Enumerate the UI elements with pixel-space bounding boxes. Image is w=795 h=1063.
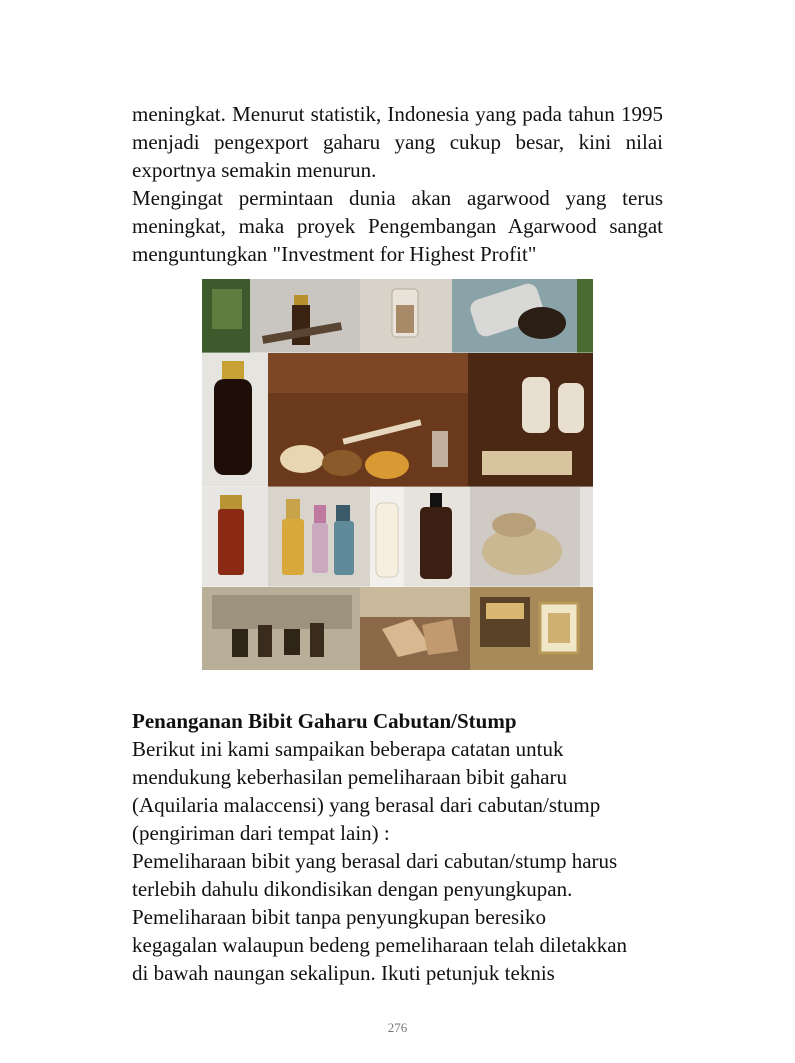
paragraph-export-statistics: meningkat. Menurut statistik, Indonesia yang pada tahun 1995 menjadi pengexport gaharu yang cukup besar, kini nilai exportnya semakin menurun. bbox=[132, 102, 663, 182]
page-number: 276 bbox=[387, 1020, 408, 1035]
body-line: (pengiriman dari tempat lain) : bbox=[132, 821, 390, 845]
body-line: Pemeliharaan bibit tanpa penyungkupan beresiko bbox=[132, 905, 547, 929]
photo-row-4 bbox=[202, 587, 593, 670]
body-line: (Aquilaria malaccensi) yang berasal dari cabutan/stump bbox=[132, 793, 601, 817]
photo-row-2 bbox=[202, 353, 593, 487]
photo-row-1 bbox=[202, 279, 593, 353]
section-heading: Penanganan Bibit Gaharu Cabutan/Stump bbox=[132, 709, 517, 733]
body-line: Pemeliharaan bibit yang berasal dari cabutan/stump harus bbox=[132, 849, 618, 873]
body-line: mendukung keberhasilan pemeliharaan bibit gaharu bbox=[132, 765, 568, 789]
body-line: terlebih dahulu dikondisikan dengan penyungkupan. bbox=[132, 877, 573, 901]
section-body bbox=[132, 735, 692, 987]
photo-row-3 bbox=[202, 487, 593, 587]
agarwood-products-photo bbox=[202, 279, 593, 670]
body-line: Berikut ini kami sampaikan beberapa catatan untuk bbox=[132, 737, 564, 761]
paragraph-agarwood-demand: Mengingat permintaan dunia akan agarwood yang terus meningkat, maka proyek Pengembangan Agarwood sangat menguntungkan "Investment for Highest Profit" bbox=[132, 186, 663, 266]
body-line: di bawah naungan sekalipun. Ikuti petunjuk teknis bbox=[132, 961, 555, 985]
body-line: kegagalan walaupun bedeng pemeliharaan telah diletakkan bbox=[132, 933, 628, 957]
